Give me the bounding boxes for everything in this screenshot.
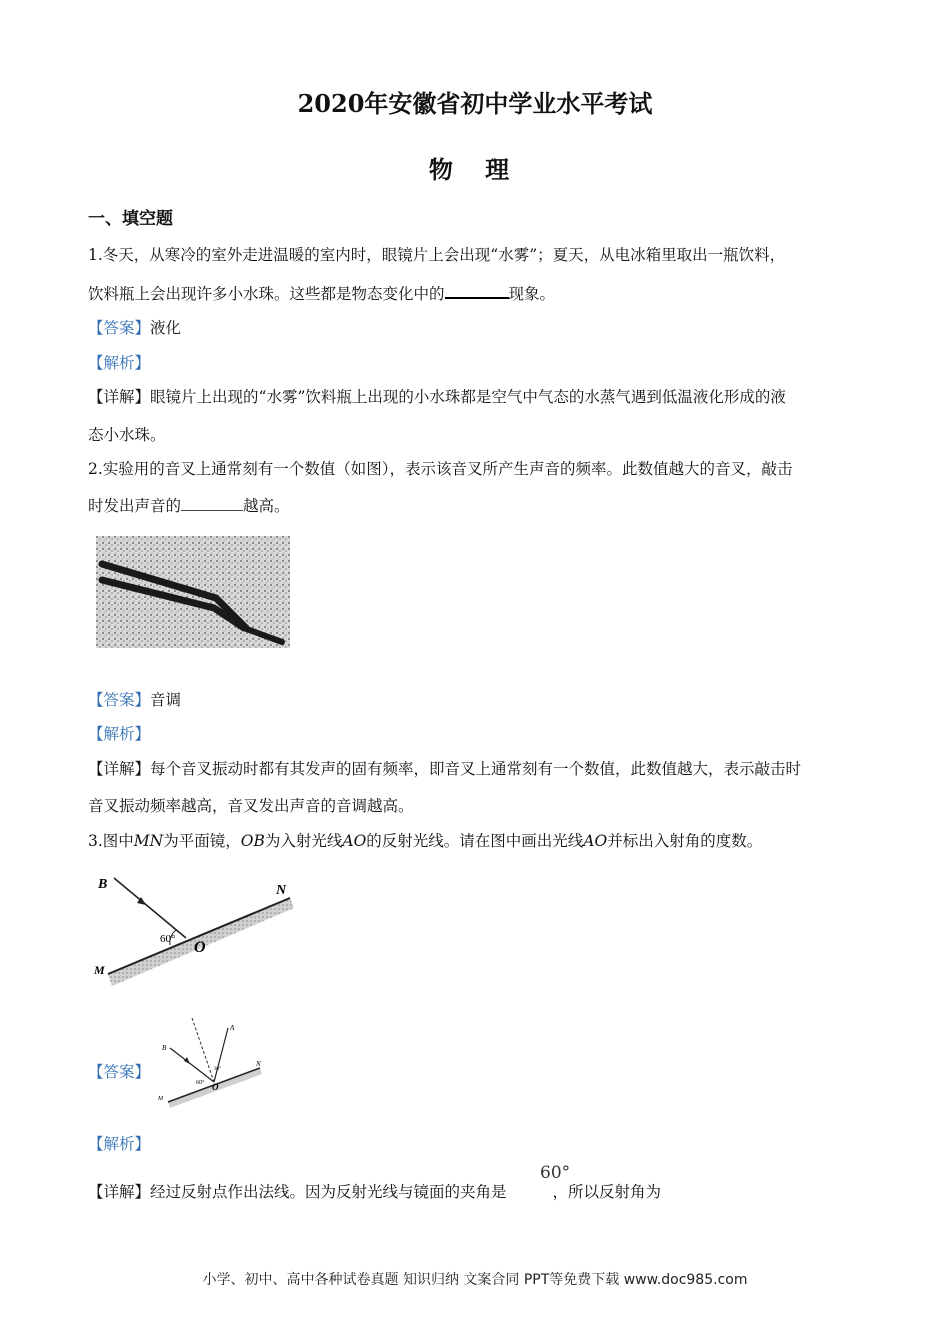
answer-label-angle: 60° xyxy=(196,1080,205,1086)
q3-answer-tag: 【答案】 xyxy=(88,1063,151,1081)
label-m: M xyxy=(94,963,105,977)
mirror-diagram xyxy=(90,868,300,996)
q2-text-line2: 时发出声音的 越高。 xyxy=(88,497,290,515)
section-title: 一、填空题 xyxy=(88,209,173,229)
answer-diagram xyxy=(156,1018,268,1110)
tuning-fork-photo xyxy=(96,536,290,648)
q1-answer: 【答案】液化 xyxy=(88,319,182,337)
detail-tag: 【详解】 xyxy=(88,760,151,778)
answer-tag: 【答案】 xyxy=(88,319,151,337)
page-title: 2020年安徽省初中学业水平考试 xyxy=(297,89,653,118)
q2-blank xyxy=(181,496,243,511)
q1-detail-line2: 态小水珠。 xyxy=(88,426,166,444)
answer-label-n: N xyxy=(256,1060,261,1068)
answer-label-m: M xyxy=(158,1096,163,1102)
q1-text-line2: 饮料瓶上会出现许多小水珠。这些都是物态变化中的 现象。 xyxy=(88,285,556,303)
label-o: O xyxy=(194,939,206,956)
answer-tag: 【答案】 xyxy=(88,691,151,709)
q1-text-line1: 1.冬天，从寒冷的室外走进温暖的室内时，眼镜片上会出现“水雾”；夏天，从电冰箱里取出一瓶饮料， xyxy=(88,246,786,264)
subject-title: 物 理 xyxy=(428,155,522,184)
q1-detail-line1: 【详解】眼镜片上出现的“水雾”饮料瓶上出现的小水珠都是空气中气态的水蒸气遇到低温液化形成的液 xyxy=(88,388,786,406)
detail-tag: 【详解】 xyxy=(88,1183,151,1201)
answer-label-o: O xyxy=(212,1082,219,1092)
q2-detail-line2: 音叉振动频率越高，音叉发出声音的音调越高。 xyxy=(88,797,414,815)
answer-label-a: A xyxy=(230,1024,235,1032)
q2-answer: 【答案】音调 xyxy=(88,691,182,709)
label-n: N xyxy=(276,883,287,898)
q3-text: 3.图中MN为平面镜，OB为入射光线AO的反射光线。请在图中画出光线AO并标出入射角的度数。 xyxy=(88,832,763,850)
q3-analysis-tag: 【解析】 xyxy=(88,1135,151,1153)
label-angle: 60° xyxy=(160,933,176,945)
answer-label-small-angle: 30° xyxy=(214,1067,221,1072)
detail-tag: 【详解】 xyxy=(88,388,151,406)
q2-text-line1: 2.实验用的音叉上通常刻有一个数值（如图），表示该音叉所产生声音的频率。此数值越大的音叉，敲击 xyxy=(88,460,793,478)
q2-analysis-tag: 【解析】 xyxy=(88,725,151,743)
q2-detail-line1: 【详解】每个音叉振动时都有其发声的固有频率，即音叉上通常刻有一个数值，此数值越大，表示敲击时 xyxy=(88,760,802,778)
label-b: B xyxy=(98,877,108,892)
q3-detail: 【详解】经过反射点作出法线。因为反射光线与镜面的夹角是 ，所以反射角为 xyxy=(88,1183,662,1201)
answer-label-b: B xyxy=(162,1044,167,1052)
q1-blank xyxy=(445,283,509,299)
footer-text: 小学、初中、高中各种试卷真题 知识归纳 文案合同 PPT等免费下载 www.doc985.com xyxy=(202,1272,748,1288)
q1-analysis-tag: 【解析】 xyxy=(88,354,151,372)
degree-formula: 60° xyxy=(540,1163,571,1183)
